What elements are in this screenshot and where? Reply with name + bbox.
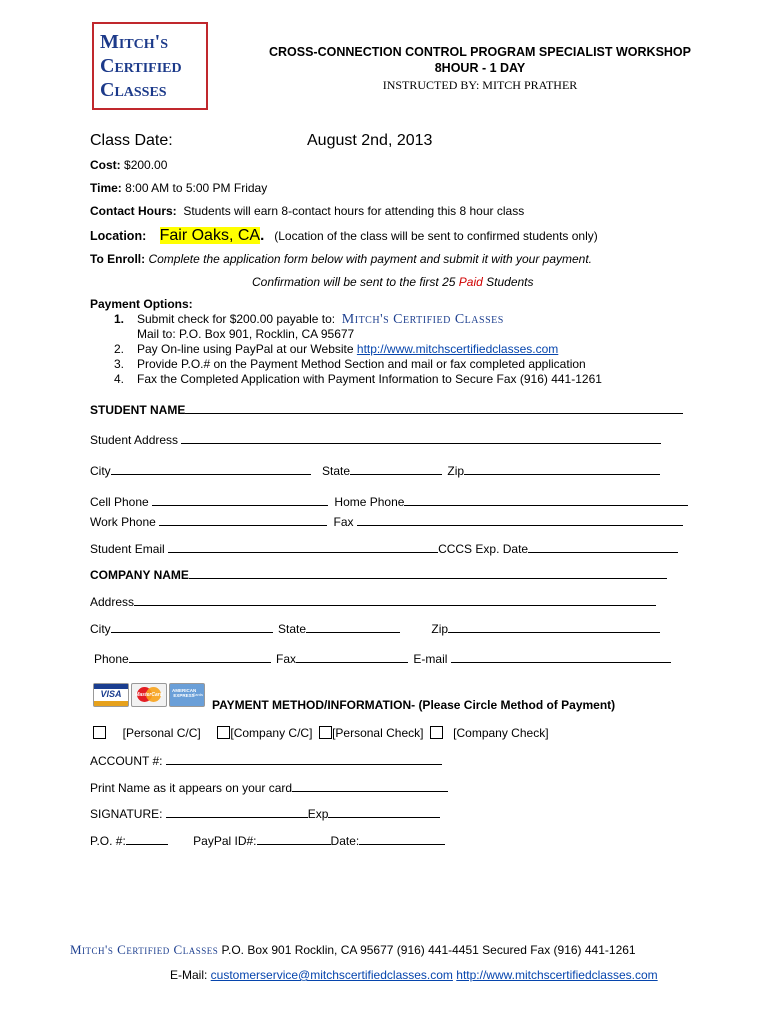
address-field[interactable] bbox=[134, 594, 656, 606]
time-line bbox=[90, 181, 267, 195]
cell-phone-field[interactable] bbox=[152, 494, 328, 506]
page-subtitle: 8HOUR - 1 DAY bbox=[434, 61, 526, 75]
payment-options-heading: Payment Options: bbox=[90, 297, 193, 311]
cell-phone-label: Cell Phone bbox=[90, 495, 149, 509]
class-date-value: August 2nd, 2013 bbox=[307, 132, 433, 149]
mastercard-icon bbox=[131, 683, 167, 707]
company-logo bbox=[92, 22, 208, 110]
option-1-line bbox=[137, 312, 504, 328]
visa-icon bbox=[93, 683, 129, 707]
account-field[interactable] bbox=[166, 753, 442, 765]
company-email-field[interactable] bbox=[451, 651, 671, 663]
contact-hours-value: Students will earn 8-contact hours for attending this 8 hour class bbox=[183, 204, 525, 218]
footer-email-link[interactable]: customerservice@mitchscertifiedclasses.com bbox=[210, 968, 453, 982]
student-city-row bbox=[90, 463, 660, 478]
logo-line-1: Mitch's bbox=[100, 31, 169, 53]
print-name-label: Print Name as it appears on your card bbox=[90, 781, 293, 795]
cost-line bbox=[90, 158, 167, 172]
amex-text: AMERICAN EXPRESS bbox=[172, 688, 197, 698]
city-label: City bbox=[90, 464, 111, 478]
company-phone-row bbox=[94, 651, 671, 666]
time-value: 8:00 AM to 5:00 PM Friday bbox=[125, 181, 268, 195]
student-address-field[interactable] bbox=[181, 432, 661, 444]
option-1-text: Submit check for $200.00 payable to: bbox=[137, 312, 336, 326]
company-fax-label: Fax bbox=[276, 652, 297, 666]
company-state-field[interactable] bbox=[306, 621, 400, 633]
company-cc-label: [Company C/C] bbox=[230, 726, 313, 740]
option-4-text: Fax the Completed Application with Payment Information to Secure Fax (916) 441-1261 bbox=[137, 372, 602, 386]
option-2-line bbox=[137, 342, 558, 356]
home-phone-field[interactable] bbox=[404, 494, 688, 506]
company-email-label: E-mail bbox=[413, 652, 448, 666]
enroll-label: To Enroll: bbox=[90, 252, 146, 266]
company-fax-field[interactable] bbox=[296, 651, 408, 663]
print-name-field[interactable] bbox=[292, 780, 448, 792]
contact-hours-line bbox=[90, 204, 524, 218]
state-label: State bbox=[322, 464, 351, 478]
student-address-label: Student Address bbox=[90, 433, 179, 447]
payment-method-options bbox=[93, 726, 549, 740]
zip-field[interactable] bbox=[464, 463, 660, 475]
work-phone-row bbox=[90, 514, 683, 529]
zip-label: Zip bbox=[447, 464, 465, 478]
amex-cards-text: Cards bbox=[192, 692, 203, 697]
class-date-label: Class Date: bbox=[90, 132, 173, 149]
student-name-label: STUDENT NAME bbox=[90, 403, 186, 417]
account-row bbox=[90, 753, 442, 768]
date-label: Date: bbox=[330, 834, 360, 848]
po-field[interactable] bbox=[126, 833, 168, 845]
company-city-row bbox=[90, 621, 660, 636]
option-1-number: 1. bbox=[114, 312, 125, 326]
option-3-text: Provide P.O.# on the Payment Method Section and mail or fax completed application bbox=[137, 357, 586, 371]
fax-field[interactable] bbox=[357, 514, 683, 526]
location-value: Fair Oaks, CA bbox=[159, 227, 261, 244]
address-label: Address bbox=[90, 595, 135, 609]
enroll-value: Complete the application form below with payment and submit it with your payment. bbox=[148, 252, 593, 266]
amex-icon bbox=[169, 683, 205, 707]
print-name-row bbox=[90, 780, 448, 795]
confirmation-line bbox=[252, 275, 534, 289]
company-name-field[interactable] bbox=[189, 567, 667, 579]
po-label: P.O. #: bbox=[90, 834, 126, 848]
instructor-line: INSTRUCTED BY: MITCH PRATHER bbox=[382, 78, 578, 92]
paypal-field[interactable] bbox=[257, 833, 331, 845]
cell-phone-row bbox=[90, 494, 688, 509]
signature-row bbox=[90, 806, 440, 821]
visa-text: VISA bbox=[100, 689, 122, 699]
exp-field[interactable] bbox=[328, 806, 440, 818]
footer-email-label: E-Mail: bbox=[170, 968, 211, 982]
phone-label: Phone bbox=[94, 652, 129, 666]
footer-contact-line bbox=[170, 968, 658, 982]
cccs-exp-field[interactable] bbox=[528, 541, 678, 553]
city-field[interactable] bbox=[111, 463, 311, 475]
footer-address: P.O. Box 901 Rocklin, CA 95677 (916) 441-4451 Secured Fax (916) 441-1261 bbox=[218, 943, 636, 957]
personal-cc-label: [Personal C/C] bbox=[122, 726, 201, 740]
work-phone-field[interactable] bbox=[159, 514, 327, 526]
company-state-label: State bbox=[278, 622, 307, 636]
home-phone-label: Home Phone bbox=[334, 495, 405, 509]
company-zip-field[interactable] bbox=[448, 621, 660, 633]
confirmation-text: Confirmation will be sent to the first 25 bbox=[252, 275, 459, 289]
company-name-label: COMPANY NAME bbox=[90, 568, 189, 582]
phone-field[interactable] bbox=[129, 651, 271, 663]
location-note: (Location of the class will be sent to confirmed students only) bbox=[274, 229, 598, 243]
location-line bbox=[90, 227, 598, 245]
logo-line-3: Classes bbox=[100, 79, 167, 101]
student-email-field[interactable] bbox=[168, 541, 438, 553]
personal-cc-checkbox[interactable] bbox=[93, 726, 106, 739]
company-check-label: [Company Check] bbox=[453, 726, 549, 740]
student-name-row bbox=[90, 402, 683, 417]
option-4-number: 4. bbox=[114, 372, 125, 386]
paypal-label: PayPal ID#: bbox=[193, 834, 257, 848]
company-check-checkbox[interactable] bbox=[430, 726, 443, 739]
logo-line-2: Certified bbox=[100, 55, 182, 77]
option-3-number: 3. bbox=[114, 357, 125, 371]
contact-hours-label: Contact Hours: bbox=[90, 204, 177, 218]
personal-check-checkbox[interactable] bbox=[319, 726, 332, 739]
email-row bbox=[90, 541, 678, 556]
signature-label: SIGNATURE: bbox=[90, 807, 163, 821]
footer-brand: Mitch's Certified Classes bbox=[70, 942, 219, 957]
exp-label: Exp bbox=[307, 807, 329, 821]
company-zip-label: Zip bbox=[431, 622, 449, 636]
company-cc-checkbox[interactable] bbox=[217, 726, 230, 739]
student-email-label: Student Email bbox=[90, 542, 165, 556]
paid-word: Paid bbox=[458, 275, 483, 289]
location-label: Location: bbox=[90, 229, 147, 243]
mastercard-text: MasterCard bbox=[135, 692, 163, 698]
account-label: ACCOUNT #: bbox=[90, 754, 163, 768]
company-name-row bbox=[90, 567, 667, 582]
location-period: . bbox=[260, 227, 265, 244]
student-name-field[interactable] bbox=[185, 402, 683, 414]
option-1-mail: Mail to: P.O. Box 901, Rocklin, CA 95677 bbox=[137, 327, 355, 341]
work-phone-label: Work Phone bbox=[90, 515, 156, 529]
payee-name: Mitch's Certified Classes bbox=[341, 312, 504, 327]
student-address-row bbox=[90, 432, 661, 447]
po-row bbox=[90, 833, 445, 848]
cost-value: $200.00 bbox=[124, 158, 168, 172]
confirmation-text-end: Students bbox=[482, 275, 534, 289]
fax-label: Fax bbox=[333, 515, 354, 529]
date-field[interactable] bbox=[359, 833, 445, 845]
option-2-number: 2. bbox=[114, 342, 125, 356]
cost-label: Cost: bbox=[90, 158, 121, 172]
time-label: Time: bbox=[90, 181, 122, 195]
enroll-line bbox=[90, 252, 592, 266]
footer-website-link[interactable]: http://www.mitchscertifiedclasses.com bbox=[456, 968, 658, 982]
company-city-label: City bbox=[90, 622, 111, 636]
payment-method-heading: PAYMENT METHOD/INFORMATION- (Please Circle Method of Payment) bbox=[212, 698, 616, 712]
company-city-field[interactable] bbox=[111, 621, 273, 633]
cccs-exp-label: CCCS Exp. Date bbox=[438, 542, 529, 556]
state-field[interactable] bbox=[350, 463, 442, 475]
personal-check-label: [Personal Check] bbox=[332, 726, 424, 740]
page-title: CROSS-CONNECTION CONTROL PROGRAM SPECIALIST WORKSHOP bbox=[268, 45, 691, 59]
footer-address-line bbox=[70, 942, 636, 958]
signature-field[interactable] bbox=[166, 806, 308, 818]
company-address-row bbox=[90, 594, 656, 609]
website-link[interactable]: http://www.mitchscertifiedclasses.com bbox=[356, 342, 559, 356]
option-2-text: Pay On-line using PayPal at our Website bbox=[137, 342, 357, 356]
